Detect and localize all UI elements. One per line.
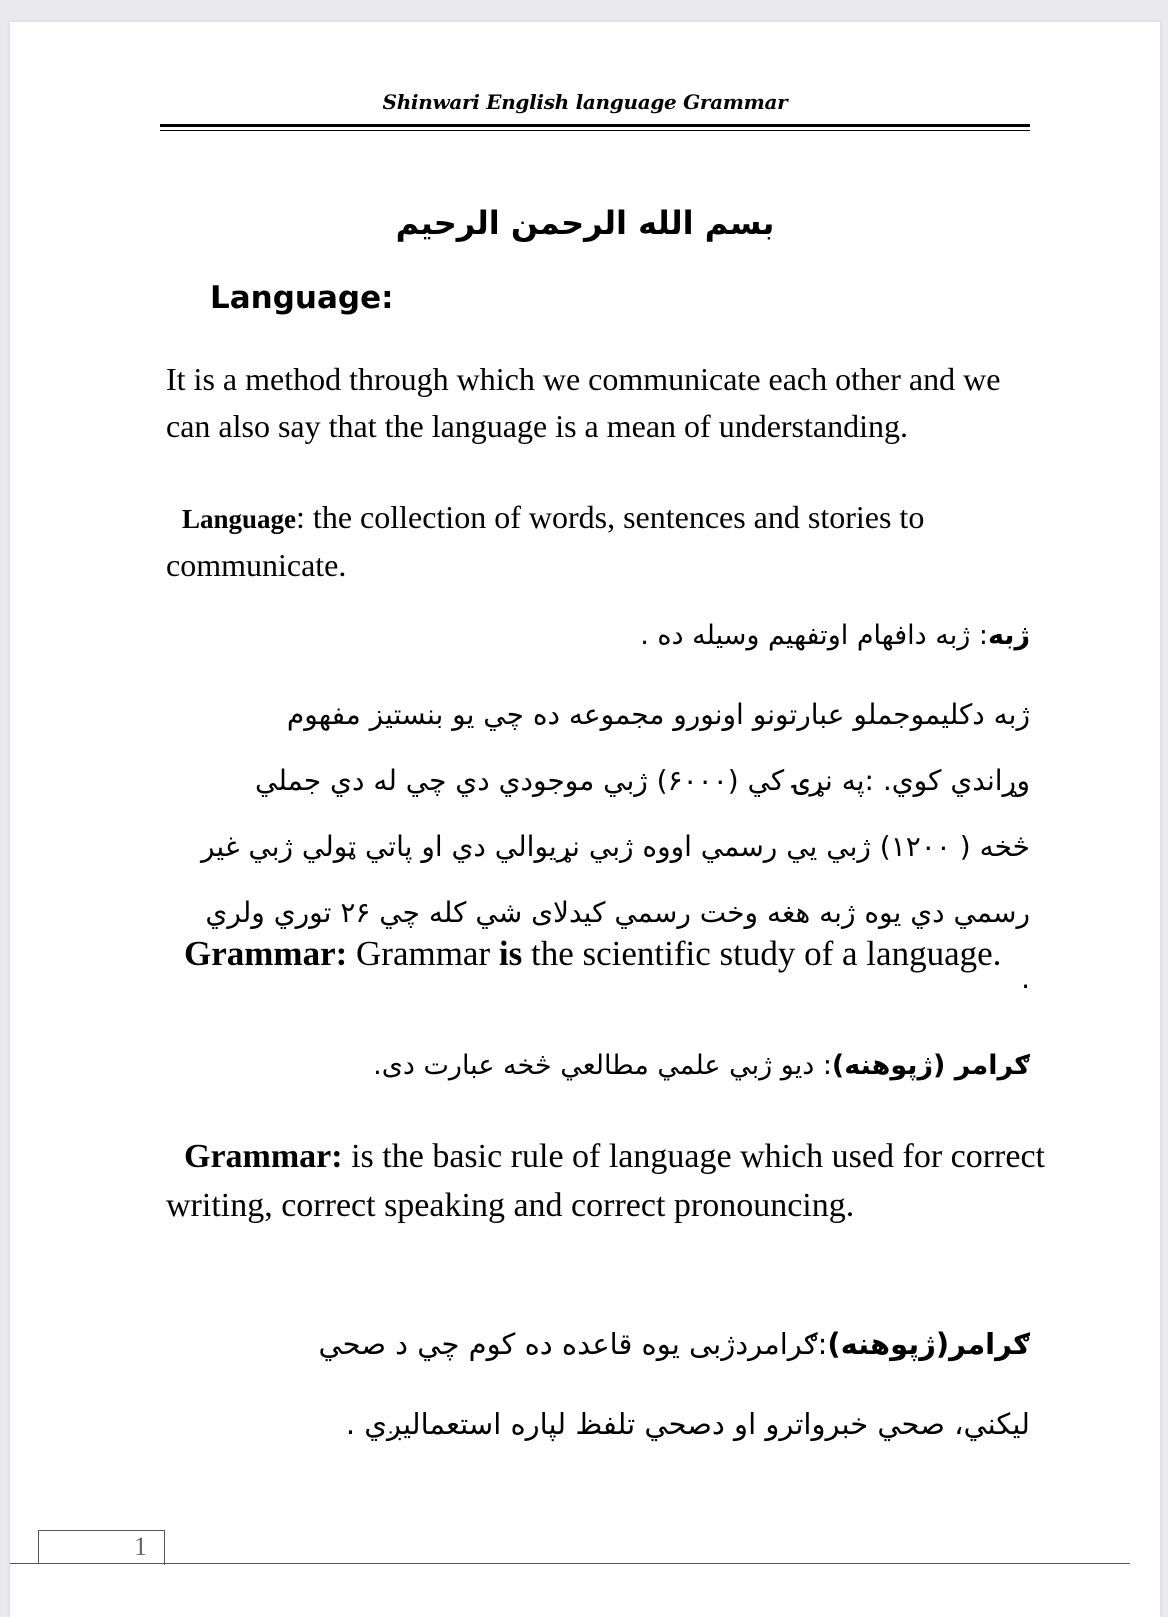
pashto-grammar-text: : دیو ژبي علمي مطالعي څخه عبارت دی. (373, 1050, 832, 1081)
footer-rule (10, 1563, 1130, 1564)
grammar-term: Grammar: (184, 934, 348, 973)
pashto-language-paragraph: ژبه دکلیموجملو عبارتونو اونورو مجموعه ده چي یو بنستیز مفهوم وړاندي کوي. :په نړۍ کي (۶۰۰۰) ژبي موجودي دي چي له دي جملي څخه ( ۱۲۰۰) ژبي یي رسمي اووه ژبي نړیوالي دي او پاتي ټولي ژبي غیر رسمي دي یوه ژبه هغه وخت رسمي کیدلای شي کله چي ۲۶ توري ولري . (200, 698, 1030, 995)
language-collection-text: : the collection of words, sentences and stories to communicate. (166, 499, 925, 583)
document-page (10, 22, 1160, 1617)
header-rule-thick (160, 124, 1030, 127)
language-heading: Language: (210, 280, 394, 316)
grammar-text-b: the scientific study of a language. (522, 934, 1002, 973)
language-collection-paragraph (166, 494, 1046, 588)
pashto-grammar-rule (250, 1304, 1030, 1464)
language-definition-paragraph: It is a method through which we communicate each other and we can also say that the language is a mean of understanding. (166, 361, 1001, 444)
grammar-text-a: Grammar (347, 934, 499, 973)
pashto-grammar-rule-text: :ګرامردژبی یوه قاعده ده کوم چي د صحي لیکني، صحي خبرواترو او دصحي تلفظ لپاره استعمالیږي . (318, 1327, 1030, 1441)
grammar-definition-paragraph (166, 929, 1046, 978)
pashto-language-term: ژبه (987, 620, 1030, 651)
running-header: Shinwari English language Grammar (382, 90, 788, 114)
grammar-is-word: is (498, 934, 523, 973)
grammar-rule-term: Grammar: (184, 1138, 343, 1175)
grammar-rule-text: is the basic rule of language which used for correct writing, correct speaking and correct pronouncing. (166, 1138, 1046, 1224)
language-term: Language (182, 504, 297, 534)
pashto-grammar-rule-term: ګرامر(ژپوهنه) (827, 1327, 1030, 1361)
grammar-rule-paragraph (166, 1132, 1046, 1230)
pashto-grammar-term: ګرامر (ژپوهنه) (831, 1050, 1030, 1081)
bismillah-heading: بسم الله الرحمن الرحیم (395, 204, 775, 242)
pashto-language-text: : ژبه دافهام اوتفهیم وسیله ده . (640, 620, 988, 651)
page-number: 1 (134, 1532, 147, 1561)
pashto-language-definition (200, 620, 1030, 651)
pashto-grammar-definition (200, 1050, 1030, 1081)
header-rule-thin (160, 130, 1030, 131)
